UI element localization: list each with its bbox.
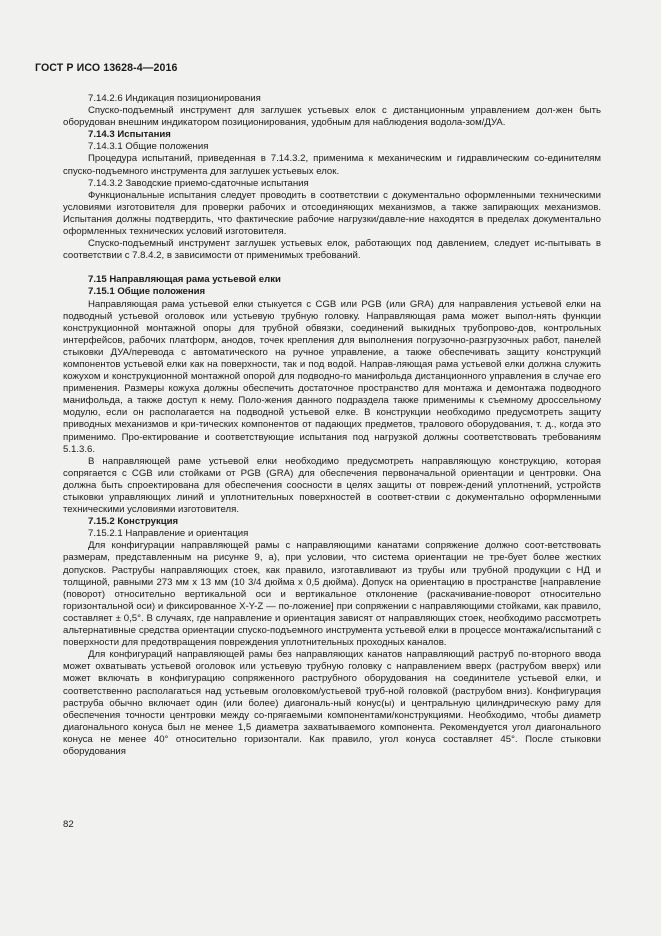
body-paragraph: В направляющей раме устьевой елки необходимо предусмотреть направляющую конструкцию, которая сопрягается с CGB или стойками от PGB (GRA) для обеспечения первоначальной ориентации и центровки. Она должна быть спроектирована для обеспечения соосности в целях защиты от повреж-дений уплотнений, устройств стыковки управляющих линий и уплотнительных поверхностей в соответ-ствии с документально оформленными техническими условиями изготовителя.: [63, 455, 601, 516]
body-paragraph: Функциональные испытания следует проводить в соответствии с документально оформленными техническими условиями изготовителя для проверки рабочих и отсоединяющих механизмов, а также запирающих механизмов. Испытания должны подтвердить, что фактические рабочие нагрузки/давле-ние находятся в пределах документально оформленных технических условий изготовителя.: [63, 189, 601, 238]
body-paragraph: Направляющая рама устьевой елки стыкуется с CGB или PGB (или GRA) для направления устьевой елки на подводный устьевой оголовок или устьевую трубную головку. Направляющая рама может выпол-нять функции конструкционной монтажной опоры для трубной обвязки, соединений выкидных трубопрово-дов, контрольных интерфейсов, рабочих платформ, анодов, точек крепления для выполнения погрузочно-разгрузочных работ, панелей стыковки ДУА/перевода с автоматического на ручное управление, а также обеспечивать защиту конструкций компонентов устьевой елки как на поверхности, так и под водой. Направ-ляющая рама устьевой елки должна служить кожухом и конструкционной монтажной опорой для подводно-го манифольда дистанционного управления в случае его применения. Размеры кожуха должны обеспечить достаточное пространство для монтажа и демонтажа подводного манифольда, а также доступ к нему. Поло-жения данного подраздела также применимы к съемному дроссельному модулю, если он располагается на подводной устьевой елке. В конструкции необходимо предусмотреть защиту приводных механизмов и кри-тических компонентов от падающих предметов, тралового оборудования, т. д., когда это применимо. Про-ектирование и соответствующие испытания под нагрузкой должны соответствовать требованиям 5.1.3.6.: [63, 298, 601, 455]
body-paragraph: Для конфигураций направляющей рамы без направляющих канатов направляющий раструб по-вторного ввода может охватывать устьевой оголовок или устьевую трубную головку с направлением вверх (раструбом вверх) или может включать в конфигурацию сопряженного раструбного оборудования на соединителе устьевой елки, и соответственно располагаться над устьевым оголовком/устьевой труб-ной головкой (раструбом вниз). Конфигурация раструба обычно включает один (или более) диагональ-ный конус(ы) и центральную цилиндрическую раму для обеспечения точности центровки между со-прягаемыми компонентами/конструкциями. Необходимо, чтобы диаметр диагонального конуса был не менее 1,5 диаметра захватываемого компонента. Рекомендуется угол диагонального конуса не менее 40° относительно горизонтали. Как правило, угол конуса составляет 45°. После стыковки оборудования: [63, 649, 601, 757]
subsection-heading: 7.14.2.6 Индикация позиционирования: [88, 93, 261, 104]
body-paragraph: Спуско-подъемный инструмент заглушек устьевых елок, работающих под давлением, следует ис-пытывать в соответствии с 7.8.4.2, в зависимости от применимых требований.: [63, 238, 601, 262]
body-paragraph: Для конфигурации направляющей рамы с направляющими канатами сопряжение должно соот-ветствовать размерам, представленным на рисунке 9, а), при условии, что система ориентации не тре-бует более жестких допусков. Раструбы направляющих стоек, как правило, изготавливают из трубы или трубной продукции с НД и толщиной, равными 273 мм х 13 мм (10 3/4 дюйма х 0,5 дюйма). Допуск на ориентацию в пространстве [направление (поворот) относительно вертикальной оси и вертикальное отклонение (раскачивание-поворот относительно горизонтальной оси) и фиксированное X-Y-Z — по-ложение] при сопряжении с направляющими стойками, как правило, составляет ± 0,5°. В случаях, где направление и ориентация зависят от направляющих стоек, необходимо рассмотреть альтернативные средства ориентации спуско-подъемного инструмента устьевой елки в процессе монтажа/испытаний с поверхности для предотвращения повреждения уплотнительных проходных каналов.: [63, 540, 601, 649]
section-heading: 7.14.3 Испытания: [88, 129, 171, 141]
subsection-heading: 7.14.3.1 Общие положения: [88, 141, 209, 153]
standard-designation: ГОСТ Р ИСО 13628-4—2016: [35, 62, 178, 74]
page-number: 82: [63, 819, 74, 830]
subsection-heading: 7.14.3.2 Заводские приемо-сдаточные испытания: [88, 177, 309, 189]
body-paragraph: Спуско-подъемный инструмент для заглушек устьевых елок с дистанционным управлением дол-жен быть оборудован внешним индикатором позиционирования, удобным для наблюдения водола-зом/ДУА.: [63, 105, 601, 129]
subsection-heading: 7.15.2.1 Направление и ориентация: [88, 528, 249, 540]
section-heading: 7.15.2 Конструкция: [88, 516, 179, 528]
section-heading: 7.15 Направляющая рама устьевой елки: [88, 274, 281, 286]
body-text: [63, 93, 601, 758]
section-heading: 7.15.1 Общие положения: [88, 286, 206, 298]
body-paragraph: Процедура испытаний, приведенная в 7.14.3.2, применима к механическим и гидравлическим со-единителям спуско-подъемного инструмента для заглушек устьевых елок.: [63, 153, 601, 177]
